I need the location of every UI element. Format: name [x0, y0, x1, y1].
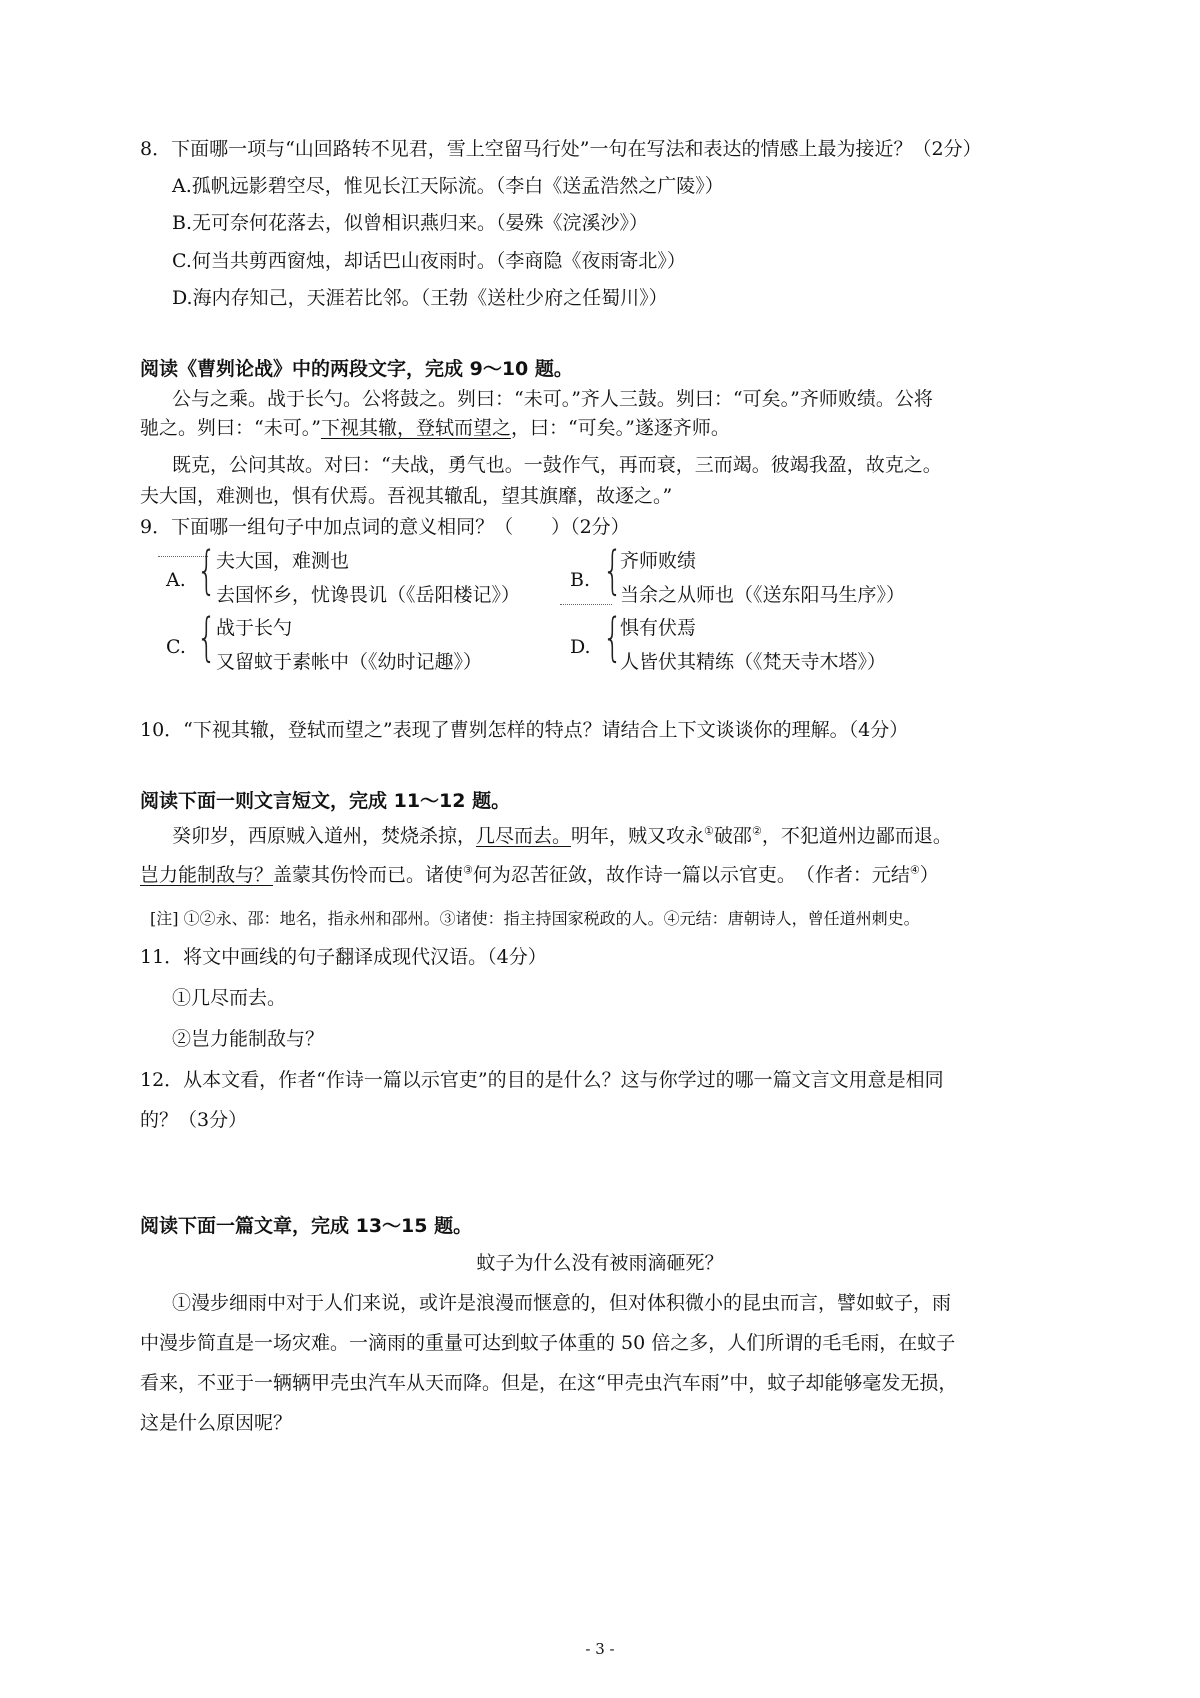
footnote-mark: ④ [909, 863, 920, 877]
q9-pair-d-letter: D. [570, 636, 591, 658]
wy-underlined-2: 岂力能制敌与？ [140, 864, 274, 886]
wy-line1-b: 明年，贼又攻永 [571, 825, 705, 847]
wy-heading: 阅读下面一则文言短文，完成 11～12 题。 [140, 790, 511, 812]
art-line3: 看来，不亚于一辆辆甲壳虫汽车从天而降。但是，在这“甲壳虫汽车雨”中，蚊子却能够毫发无损， [140, 1372, 958, 1394]
wy-line2-b: 何为忍苦征敛，故作诗一篇以示官吏。 （作者：元结 [472, 864, 910, 886]
brace-icon: { [196, 541, 217, 601]
wy-line2-a: 盖蒙其伤怜而已。诸使 [273, 864, 464, 886]
q8-option-a: A.孤帆远影碧空尽，惟见长江天际流。（李白《送孟浩然之广陵》） [172, 175, 724, 197]
brace-icon: { [602, 608, 623, 668]
q9-pair-a-bottom: 去国怀乡，忧谗畏讥（《岳阳楼记》） [216, 584, 521, 606]
art-line4: 这是什么原因呢？ [140, 1412, 293, 1434]
q9-stem: 9．下面哪一组句子中加点词的意义相同？（ ）（2分） [140, 516, 630, 538]
cgl-para1-line2-b: ，曰：“可矣。”遂逐齐师。 [510, 417, 730, 439]
wy-line2 [140, 862, 939, 888]
page-number: - 3 - [585, 1640, 615, 1658]
q9-pair-b-letter: B. [570, 569, 591, 591]
cgl-underlined-phrase: 下视其辙，登轼而望之 [320, 417, 511, 439]
art-line1: ①漫步细雨中对于人们来说，或许是浪漫而惬意的，但对体积微小的昆虫而言，譬如蚊子，雨 [172, 1292, 952, 1314]
q9-pair-b-bottom: 当余之从师也（《送东阳马生序》） [620, 584, 906, 606]
brace-icon: { [196, 608, 217, 668]
q11-stem: 11．将文中画线的句子翻译成现代汉语。（4分） [140, 946, 547, 968]
art-heading: 阅读下面一篇文章，完成 13～15 题。 [140, 1215, 473, 1237]
wy-line1-d: ，不犯道州边鄙而退。 [761, 825, 952, 847]
q9-pair-d-top: 惧有伏焉 [620, 617, 697, 639]
wy-line2-c: ） [919, 864, 939, 886]
footnote-mark: ② [751, 824, 762, 838]
q9-pair-a-top: 夫大国，难测也 [216, 550, 350, 572]
wy-line1 [172, 823, 952, 849]
wy-underlined-1: 几尽而去。 [476, 825, 572, 847]
cgl-para2-line1: 既克，公问其故。对曰：“夫战，勇气也。一鼓作气，再而衰，三而竭。彼竭我盈，故克之。 [172, 454, 942, 476]
q8-option-d: D.海内存知己，天涯若比邻。（王勃《送杜少府之任蜀川》） [172, 287, 668, 309]
dotted-mark [560, 604, 612, 605]
q8-stem: 8．下面哪一项与“山回路转不见君，雪上空留马行处”一句在写法和表达的情感上最为接近？（2分） [140, 138, 982, 160]
q9-pair-d-bottom: 人皆伏其精练（《梵天寺木塔》） [620, 651, 887, 673]
footnote-mark: ③ [463, 863, 473, 877]
cgl-para1-line2-a: 驰之。刿曰：“未可。” [140, 417, 321, 439]
wy-note: [注] ①②永、邵：地名，指永州和邵州。③诸使：指主持国家税政的人。④元结：唐朝诗人，曾任道州刺史。 [150, 909, 920, 928]
art-line2: 中漫步简直是一场灾难。一滴雨的重量可达到蚊子体重的 50 倍之多，人们所谓的毛毛雨，在蚊子 [140, 1332, 956, 1354]
cgl-para1-line2 [140, 415, 730, 441]
q10-stem: 10．“下视其辙，登轼而望之”表现了曹刿怎样的特点？请结合上下文谈谈你的理解。（4分） [140, 719, 909, 741]
cgl-para2-line2: 夫大国，难测也，惧有伏焉。吾视其辙乱，望其旗靡，故逐之。” [140, 485, 673, 507]
cgl-heading: 阅读《曹刿论战》中的两段文字，完成 9～10 题。 [140, 358, 573, 380]
q11-item1: ①几尽而去。 [172, 987, 287, 1009]
wy-line1-a: 癸卯岁，西原贼入道州，焚烧杀掠， [172, 825, 477, 847]
q12-line2: 的？（3分） [140, 1109, 248, 1131]
wy-line1-c: 破邵 [713, 825, 752, 847]
q9-pair-a-letter: A. [166, 569, 186, 591]
q9-pair-c-letter: C. [166, 636, 186, 658]
q8-option-b: B.无可奈何花落去，似曾相识燕归来。（晏殊《浣溪沙》） [172, 212, 649, 234]
art-title: 蚊子为什么没有被雨滴砸死？ [476, 1252, 724, 1274]
cgl-para1-line1: 公与之乘。战于长勺。公将鼓之。刿曰：“未可。”齐人三鼓。刿曰：“可矣。”齐师败绩。公将 [172, 388, 933, 410]
q11-item2: ②岂力能制敌与？ [172, 1028, 325, 1050]
footnote-mark: ① [704, 824, 714, 838]
q9-pair-c-bottom: 又留蚊于素帐中（《幼时记趣》） [216, 651, 483, 673]
q8-option-c: C.何当共剪西窗烛，却话巴山夜雨时。（李商隐《夜雨寄北》） [172, 250, 686, 272]
brace-icon: { [602, 541, 623, 601]
q9-pair-c-top: 战于长勺 [216, 617, 293, 639]
q12-line1: 12．从本文看，作者“作诗一篇以示官吏”的目的是什么？这与你学过的哪一篇文言文用意是相同 [140, 1069, 944, 1091]
q9-pair-b-top: 齐师败绩 [620, 550, 697, 572]
